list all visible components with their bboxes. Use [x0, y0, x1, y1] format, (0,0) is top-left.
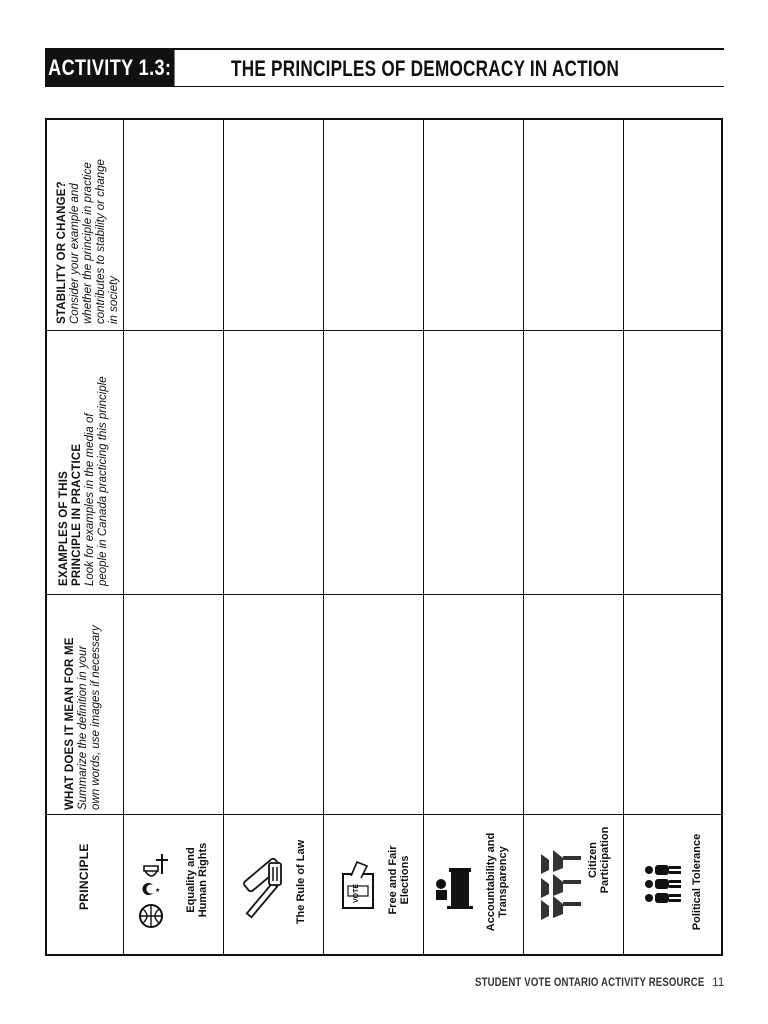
principle-label: Accountability and Transparency — [485, 832, 509, 932]
svg-text:★: ★ — [155, 887, 161, 894]
podium-icon — [433, 862, 477, 912]
row-divider — [423, 120, 424, 954]
column-divider — [47, 330, 721, 331]
principle-label: Political Tolerance — [691, 833, 703, 931]
ballot-vote-text: VOTE — [353, 883, 360, 903]
footer-text: STUDENT VOTE ONTARIO ACTIVITY RESOURCE — [475, 975, 705, 989]
row-divider — [123, 120, 124, 954]
page-title: THE PRINCIPLES OF DEMOCRACY IN ACTION — [231, 56, 620, 81]
principle-label: The Rule of Law — [295, 839, 307, 925]
activity-label: ACTIVITY 1.3: — [45, 48, 175, 87]
principles-table — [45, 118, 723, 956]
activity-header — [45, 48, 724, 87]
principle-label: Free and Fair Elections — [387, 845, 411, 915]
column-divider — [47, 814, 721, 815]
row-divider — [323, 120, 324, 954]
principle-header: PRINCIPLE — [77, 843, 91, 910]
row-divider — [623, 120, 624, 954]
people-group-icon — [643, 862, 687, 906]
raised-hands-icon — [537, 848, 587, 920]
row-divider — [223, 120, 224, 954]
principle-label: Equality and Human Rights — [185, 842, 209, 918]
examples-header: EXAMPLES OF THIS PRINCIPLE IN PRACTICE Look for examples in the media of people in Canada practicing this principle — [58, 376, 109, 586]
religious-symbols-icon — [131, 850, 183, 930]
stability-header: STABILITY OR CHANGE? Consider your example and whether the principle in practice contributes to stability or change in society — [56, 159, 120, 324]
gavel-icon — [239, 855, 289, 930]
principle-label: Citizen Participation — [587, 826, 611, 894]
page-number: 11 — [712, 975, 725, 989]
row-divider — [523, 120, 524, 954]
meaning-header: WHAT DOES IT MEAN FOR ME Summarize the definition in your own words, use images if necessary — [64, 625, 102, 810]
column-divider — [47, 594, 721, 595]
